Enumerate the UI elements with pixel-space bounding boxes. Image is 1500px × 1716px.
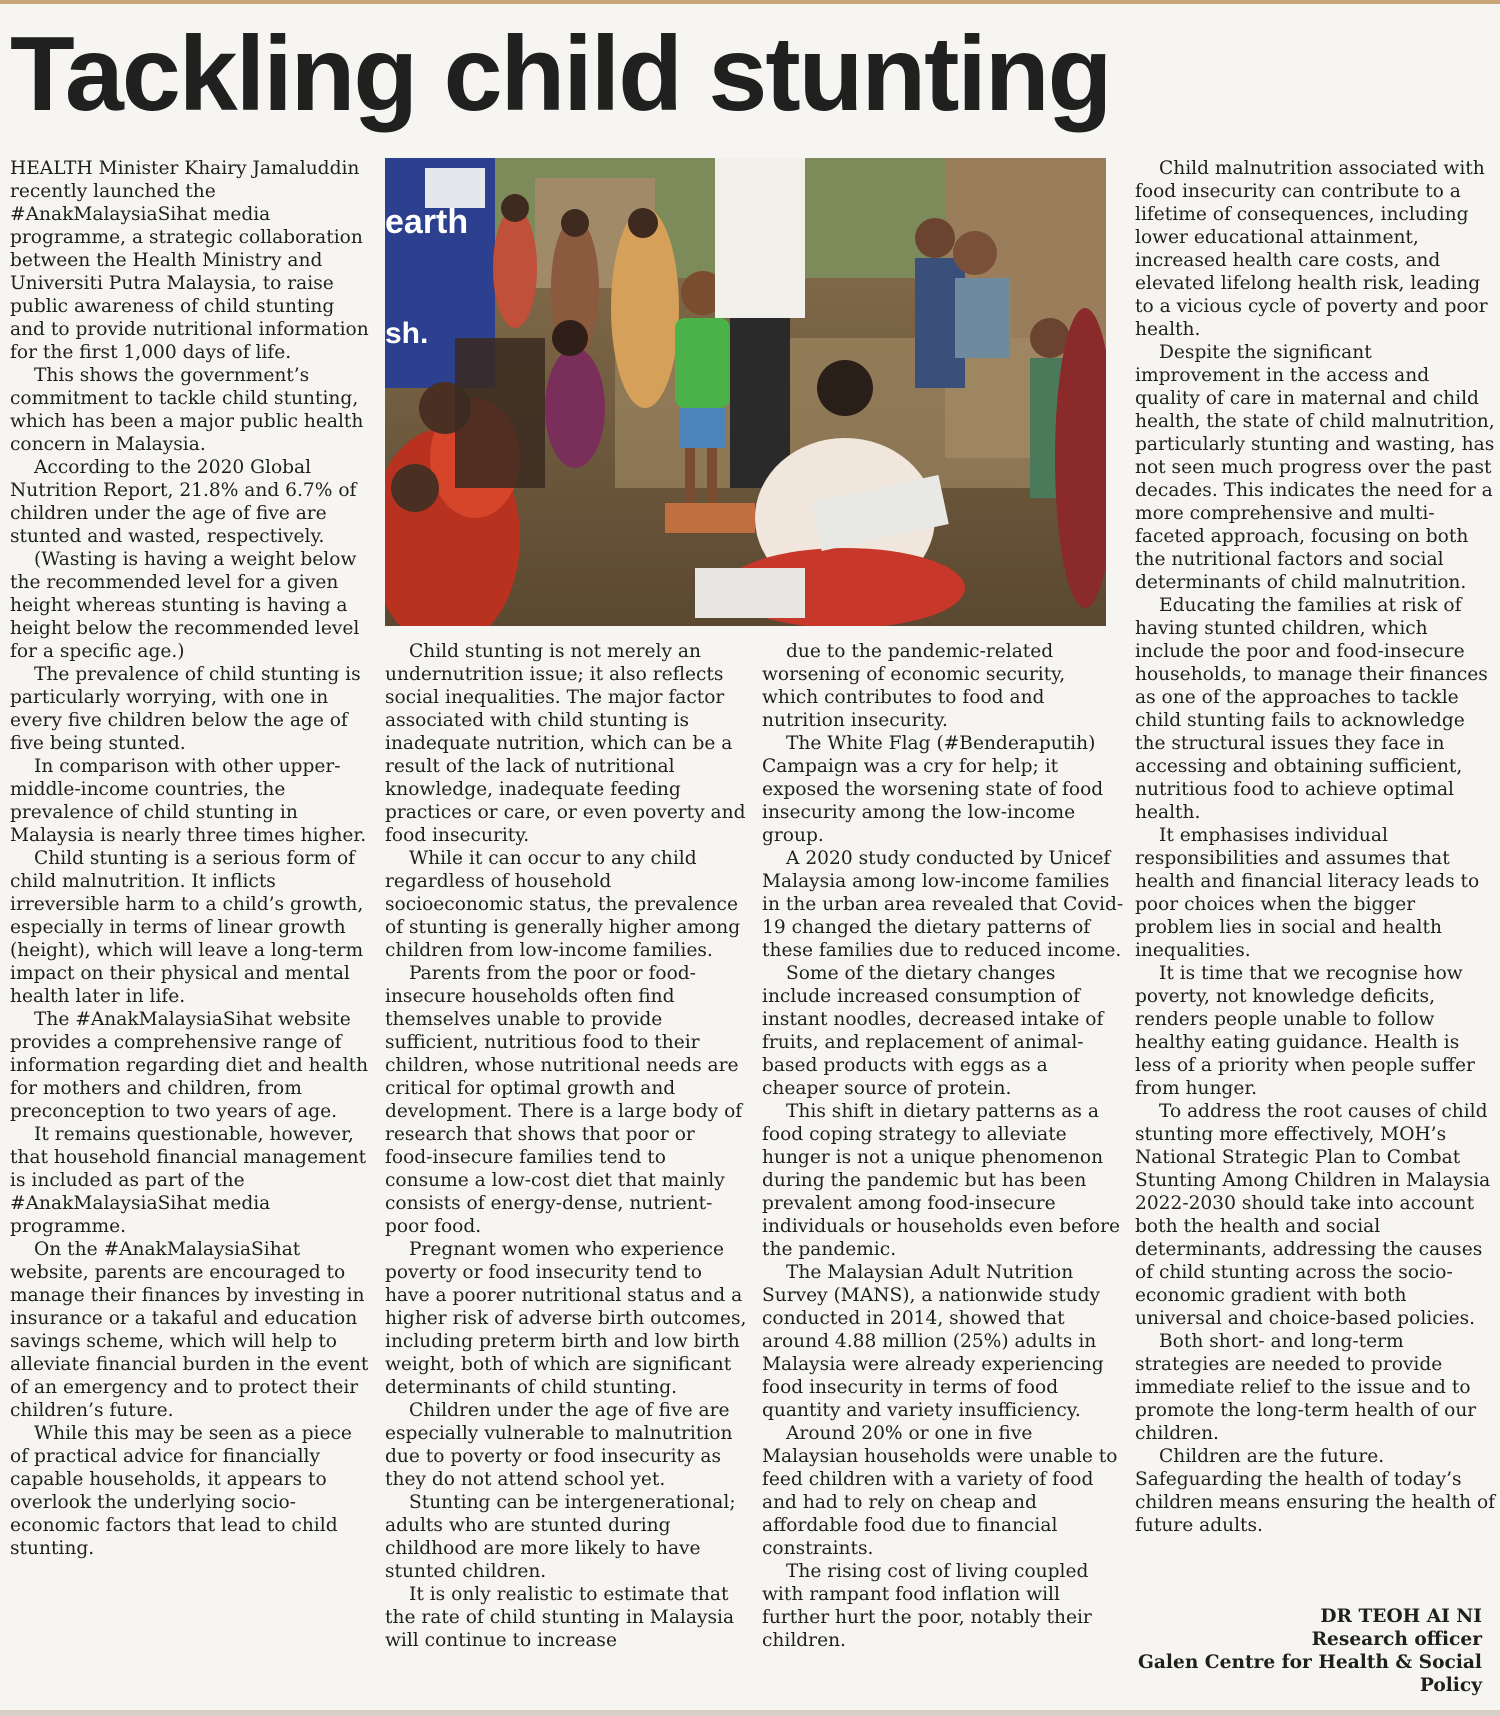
paragraph: Pregnant women who experience poverty or food insecurity tend to have a poorer nutritional status and a higher risk of adverse birth outcomes, including preterm birth and low birth weight, both of which are significant determinants of child stunting. [385,1239,747,1398]
paragraph: It is only realistic to estimate that the rate of child stunting in Malaysia will continue to increase [385,1584,735,1651]
article-column-1 [10,157,370,1702]
paragraph: In comparison with other upper-middle-income countries, the prevalence of child stunting in Malaysia is nearly three times higher. [10,756,367,846]
headline: Tackling child stunting [10,15,1111,133]
bottom-rule [0,1710,1500,1716]
paragraph: Some of the dietary changes include increased consumption of instant noodles, decreased intake of fruits, and replacement of animal-based products with eggs as a cheaper source of protein. [762,963,1104,1099]
paragraph: On the #AnakMalaysiaSihat website, parents are encouraged to manage their finances by investing in insurance or a takaful and education savings scheme, which will help to alleviate financial burden in the event of an emergency and to protect their children’s future. [10,1239,369,1421]
paragraph: Educating the families at risk of having stunted children, which include the poor and food-insecure households, to manage their finances as one of the approaches to tackle child stunting fails to acknowledge the structural issues they face in accessing and obtaining sufficient, nutritious food to achieve optimal health. [1135,595,1488,823]
paragraph: A 2020 study conducted by Unicef Malaysia among low-income families in the urban area revealed that Covid-19 changed the dietary patterns of these families due to reduced income. [762,848,1124,961]
paragraph: The prevalence of child stunting is particularly worrying, with one in every five children below the age of five being stunted. [10,664,361,754]
paragraph: The rising cost of living coupled with rampant food inflation will further hurt the poor, notably their children. [762,1561,1092,1651]
paragraph: The #AnakMalaysiaSihat website provides a comprehensive range of information regarding diet and health for mothers and children, from preconception to two years of age. [10,1009,369,1122]
paragraph: This shows the government’s commitment to tackle child stunting, which has been a major public health concern in Malaysia. [10,365,364,455]
top-rule [0,0,1500,4]
paragraph: To address the root causes of child stunting more effectively, MOH’s National Strategic Plan to Combat Stunting Among Children in Malaysia 2022-2030 should take into account both the health and social determinants, addressing the causes of child stunting across the socio-economic gradient with both universal and choice-based policies. [1135,1101,1491,1329]
paragraph: HEALTH Minister Khairy Jamaluddin recently launched the #AnakMalaysiaSihat media programme, a strategic collaboration between the Health Ministry and Universiti Putra Malaysia, to raise public awareness of child stunting and to provide nutritional information for the first 1,000 days of life. [10,158,369,363]
paragraph: Child stunting is not merely an undernutrition issue; it also reflects social inequalities. The major factor associated with child stunting is inadequate nutrition, which can be a result of the lack of nutritional knowledge, inadequate feeding practices or care, or even poverty and food insecurity. [385,641,746,846]
article-photo [385,158,1106,626]
banner-text-1: earth [385,203,469,241]
paragraph: The White Flag (#Benderaputih) Campaign was a cry for help; it exposed the worsening state of food insecurity among the low-income group. [762,733,1104,846]
paragraph: Children under the age of five are especially vulnerable to malnutrition due to poverty or food insecurity as they do not attend school yet. [385,1400,733,1490]
paragraph: While this may be seen as a piece of practical advice for financially capable households, it appears to overlook the underlying socio-economic factors that lead to child stunting. [10,1423,352,1559]
author-title: Research officer [1311,1629,1482,1650]
paragraph: It is time that we recognise how poverty, not knowledge deficits, renders people unable to follow healthy eating guidance. Health is less of a priority when people suffer from hunger. [1135,963,1475,1099]
article-column-4 [1135,157,1497,1587]
paragraph: Child malnutrition associated with food insecurity can contribute to a lifetime of consequences, including lower educational attainment, increased health care costs, and elevated lifelong health risk, leading to a vicious cycle of poverty and poor health. [1135,158,1488,340]
paragraph: Parents from the poor or food-insecure households often find themselves unable to provide sufficient, nutritious food to their children, whose nutritional needs are critical for optimal growth and development. There is a large body of research that shows that poor or food-insecure families tend to consume a low-cost diet that mainly consists of energy-dense, nutrient-poor food. [385,963,743,1237]
author-name: DR TEOH AI NI [1320,1606,1482,1627]
paragraph: It emphasises individual responsibilities and assumes that health and financial literacy leads to poor choices when the bigger problem lies in social and health inequalities. [1135,825,1480,961]
paragraph: Around 20% or one in five Malaysian households were unable to feed children with a variety of food and had to rely on cheap and affordable food due to financial constraints. [762,1423,1118,1559]
paragraph: This shift in dietary patterns as a food coping strategy to alleviate hunger is not a unique phenomenon during the pandemic but has been prevalent among food-insecure individuals or households even before the pandemic. [762,1101,1121,1260]
paragraph: The Malaysian Adult Nutrition Survey (MANS), a nationwide study conducted in 2014, showed that around 4.88 million (25%) adults in Malaysia were already experiencing food insecurity in terms of food quantity and variety insufficiency. [762,1262,1104,1421]
article-column-3 [762,640,1124,1702]
paragraph: Children are the future. Safeguarding the health of today’s children means ensuring the health of future adults. [1135,1446,1496,1536]
paragraph: It remains questionable, however, that household financial management is included as part of the #AnakMalaysiaSihat media programme. [10,1124,367,1237]
paragraph: Stunting can be intergenerational; adults who are stunted during childhood are more likely to have stunted children. [385,1492,736,1582]
author-organization: Galen Centre for Health & Social Policy [1138,1652,1482,1696]
paragraph: While it can occur to any child regardless of household socioeconomic status, the prevalence of stunting is generally higher among children from low-income families. [385,848,741,961]
article-column-2 [385,640,747,1702]
paragraph: Both short- and long-term strategies are needed to provide immediate relief to the issue and to promote the long-term health of our children. [1135,1331,1477,1444]
paragraph: Despite the significant improvement in the access and quality of care in maternal and child health, the state of child malnutrition, particularly stunting and wasting, has not seen much progress over the past decades. This indicates the need for a more comprehensive and multi-faceted approach, focusing on both the nutritional factors and social determinants of child malnutrition. [1135,342,1495,593]
paragraph: Child stunting is a serious form of child malnutrition. It inflicts irreversible harm to a child’s growth, especially in terms of linear growth (height), which will leave a long-term impact on their physical and mental health later in life. [10,848,364,1007]
paragraph: (Wasting is having a weight below the recommended level for a given height whereas stunting is having a height below the recommended level for a specific age.) [10,549,360,662]
paragraph: due to the pandemic-related worsening of economic security, which contributes to food and nutrition insecurity. [762,641,1066,731]
paragraph: According to the 2020 Global Nutrition Report, 21.8% and 6.7% of children under the age of five are stunted and wasted, respectively. [10,457,357,547]
banner-text-2: sh. [385,317,429,350]
byline [1122,1605,1482,1697]
